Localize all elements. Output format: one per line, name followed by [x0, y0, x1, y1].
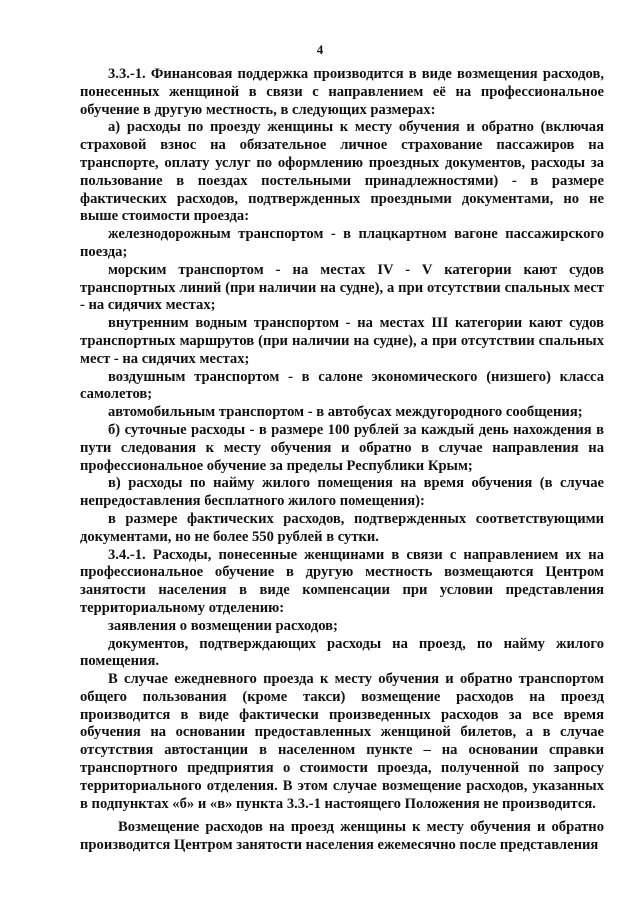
paragraph-inland-water: внутренним водным транспортом - на местах III категории кают судов транспортных маршрутов (при наличии на судне), а при отсутствии спальных мест - на сидячих местах; — [80, 315, 604, 367]
paragraph-documents: документов, подтверждающих расходы на проезд, по найму жилого помещения. — [80, 635, 604, 670]
paragraph-air: воздушным транспортом - в салоне экономического (низшего) класса самолетов; — [80, 368, 604, 403]
paragraph-housing-limit: в размере фактических расходов, подтвержденных соответствующими документами, но не более 550 рублей в сутки. — [80, 510, 604, 545]
paragraph-daily-travel: В случае ежедневного проезда к месту обучения и обратно транспортом общего пользования (кроме такси) возмещение расходов на проезд производится в виде фактически произведенных расходов за все время обучения на основании предоставленных женщиной билетов, а в случае отсутствия автостанции в населенном пункте – на основании справки транспортного предприятия о стоимости проезда, полученной по запросу территориального отделения. В этом случае возмещение расходов, указанных в подпунктах «б» и «в» пункта 3.3.-1 настоящего Положения не производится. — [80, 671, 604, 812]
paragraph-subitem-a: а) расходы по проезду женщины к месту обучения и обратно (включая страховой взнос на обязательное личное страхование пассажиров на транспорте, оплату услуг по оформлению проездных документов, расходы за пользование в поездах постельными принадлежностями) - в размере фактических расходов, подтвержденных проездными документами, но не выше стоимости проезда: — [80, 119, 604, 225]
paragraph-3-3-1: 3.3.-1. Финансовая поддержка производится в виде возмещения расходов, понесенных женщиной в связи с направлением её на профессиональное обучение в другую местность, в следующих размерах: — [80, 66, 604, 118]
paragraph-reimbursement: Возмещение расходов на проезд женщины к месту обучения и обратно производится Центром занятости населения ежемесячно после представления — [80, 819, 604, 854]
page-number: 4 — [316, 42, 324, 57]
document-body — [80, 66, 604, 855]
paragraph-application: заявления о возмещении расходов; — [108, 617, 338, 634]
paragraph-3-4-1: 3.4.-1. Расходы, понесенные женщинами в связи с направлением их на профессиональное обучение в другую местность возмещаются Центром занятости населения в виде компенсации при условии представления территориальному отделению: — [80, 546, 604, 616]
paragraph-subitem-b: б) суточные расходы - в размере 100 рублей за каждый день нахождения в пути следования к месту обучения и обратно в случае направления на профессиональное обучение за пределы Республики Крым; — [80, 421, 604, 474]
paragraph-road: автомобильным транспортом - в автобусах междугородного сообщения; — [108, 404, 583, 421]
paragraph-railway: железнодорожным транспортом - в плацкартном вагоне пассажирского поезда; — [80, 226, 604, 260]
paragraph-sea: морским транспортом - на местах IV - V категории кают судов транспортных линий (при наличии на судне), а при отсутствии спальных мест - на сидячих местах; — [80, 261, 604, 314]
paragraph-subitem-v: в) расходы по найму жилого помещения на время обучения (в случае непредоставления бесплатного жилого помещения): — [80, 475, 604, 510]
